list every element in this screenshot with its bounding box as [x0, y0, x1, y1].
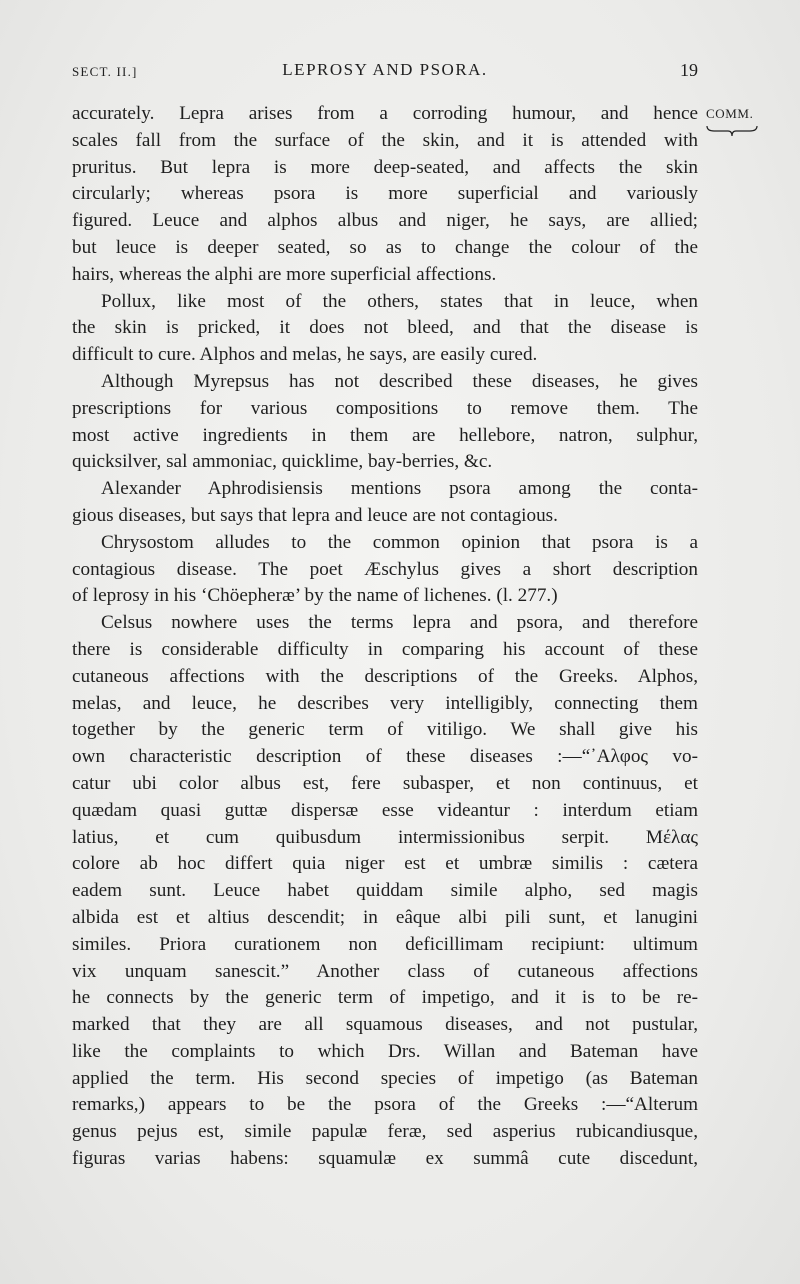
- text-line: colore ab hoc differt quia niger est et umbræ similis : cætera: [72, 853, 698, 875]
- running-head: [72, 58, 698, 86]
- text-line: he connects by the generic term of impetigo, and it is to be re-: [72, 987, 698, 1009]
- text-line: pruritus. But lepra is more deep-seated, and affects the skin: [72, 156, 698, 178]
- text-line: the skin is pricked, it does not bleed, and that the disease is: [72, 317, 698, 339]
- text-line: melas, and leuce, he describes very intelligibly, connecting them: [72, 692, 698, 714]
- page-title: LEPROSY AND PSORA.: [282, 60, 488, 79]
- text-line: there is considerable difficulty in comparing his account of these: [72, 638, 698, 660]
- text-line: Alexander Aphrodisiensis mentions psora among the conta-: [101, 478, 698, 500]
- text-line: figured. Leuce and alphos albus and niger, he says, are allied;: [72, 210, 698, 232]
- text-line: like the complaints to which Drs. Willan and Bateman have: [72, 1040, 698, 1062]
- paragraph: [72, 610, 698, 1173]
- text-line: remarks,) appears to be the psora of the Greeks :—“Alterum: [72, 1094, 698, 1116]
- text-line: accurately. Lepra arises from a corroding humour, and hence: [72, 103, 698, 124]
- text-line: most active ingredients in them are hellebore, natron, sulphur,: [72, 424, 698, 446]
- text-line: difficult to cure. Alphos and melas, he says, are easily cured.: [72, 344, 538, 366]
- text-line: circularly; whereas psora is more superficial and variously: [72, 183, 698, 205]
- text-line: scales fall from the surface of the skin, and it is attended with: [72, 129, 698, 151]
- text-line: Pollux, like most of the others, states that in leuce, when: [101, 290, 698, 312]
- paragraph: [72, 530, 698, 610]
- text-line: contagious disease. The poet Æschylus gives a short description: [72, 558, 698, 580]
- text-line: Although Myrepsus has not described these diseases, he gives: [101, 370, 698, 392]
- text-line: similes. Priora curationem non deficillimam recipiunt: ultimum: [72, 933, 698, 955]
- text-line: gious diseases, but says that lepra and leuce are not contagious.: [72, 504, 558, 526]
- paragraph: [72, 369, 698, 476]
- text-line: applied the term. His second species of impetigo (as Bateman: [72, 1067, 698, 1089]
- body-text: [72, 101, 698, 1173]
- text-line: quicksilver, sal ammoniac, quicklime, bay-berries, &c.: [72, 451, 493, 473]
- paragraph: [72, 101, 698, 289]
- text-line: of leprosy in his ‘Chöepheræ’ by the name of lichenes. (l. 277.): [72, 585, 558, 607]
- page-number: 19: [680, 60, 698, 80]
- text-line: catur ubi color albus est, fere subasper, et non continuus, et: [72, 772, 698, 794]
- text-line: prescriptions for various compositions to remove them. The: [72, 397, 698, 419]
- text-line: eadem sunt. Leuce habet quiddam simile alpho, sed magis: [72, 880, 698, 902]
- margin-note: COMM.: [706, 106, 754, 121]
- text-line: cutaneous affections with the descriptions of the Greeks. Alphos,: [72, 665, 698, 687]
- brace-icon: [706, 124, 758, 138]
- text-line: together by the generic term of vitiligo. We shall give his: [72, 719, 698, 741]
- text-line: figuras varias habens: squamulæ ex summâ cute discedunt,: [72, 1148, 698, 1170]
- text-line: quædam quasi guttæ dispersæ esse videantur : interdum etiam: [72, 799, 698, 821]
- text-line: Celsus nowhere uses the terms lepra and psora, and therefore: [101, 612, 698, 634]
- text-line: marked that they are all squamous diseases, and not pustular,: [72, 1014, 698, 1036]
- text-line: genus pejus est, simile papulæ feræ, sed asperius rubicandiusque,: [72, 1121, 698, 1143]
- section-label: SECT. II.]: [72, 64, 138, 79]
- text-line: own characteristic description of these diseases :—“᾽Αλφος vo-: [72, 746, 698, 768]
- text-line: vix unquam sanescit.” Another class of cutaneous affections: [72, 960, 698, 982]
- paragraph: [72, 289, 698, 369]
- text-line: hairs, whereas the alphi are more superficial affections.: [72, 263, 497, 285]
- paragraph: [72, 476, 698, 530]
- text-line: albida est et altius descendit; in eâque albi pili sunt, et lanugini: [72, 906, 698, 928]
- text-line: but leuce is deeper seated, so as to change the colour of the: [72, 236, 698, 258]
- text-line: latius, et cum quibusdum intermissionibus serpit. Μέλας: [72, 826, 698, 848]
- text-line: Chrysostom alludes to the common opinion that psora is a: [101, 531, 698, 553]
